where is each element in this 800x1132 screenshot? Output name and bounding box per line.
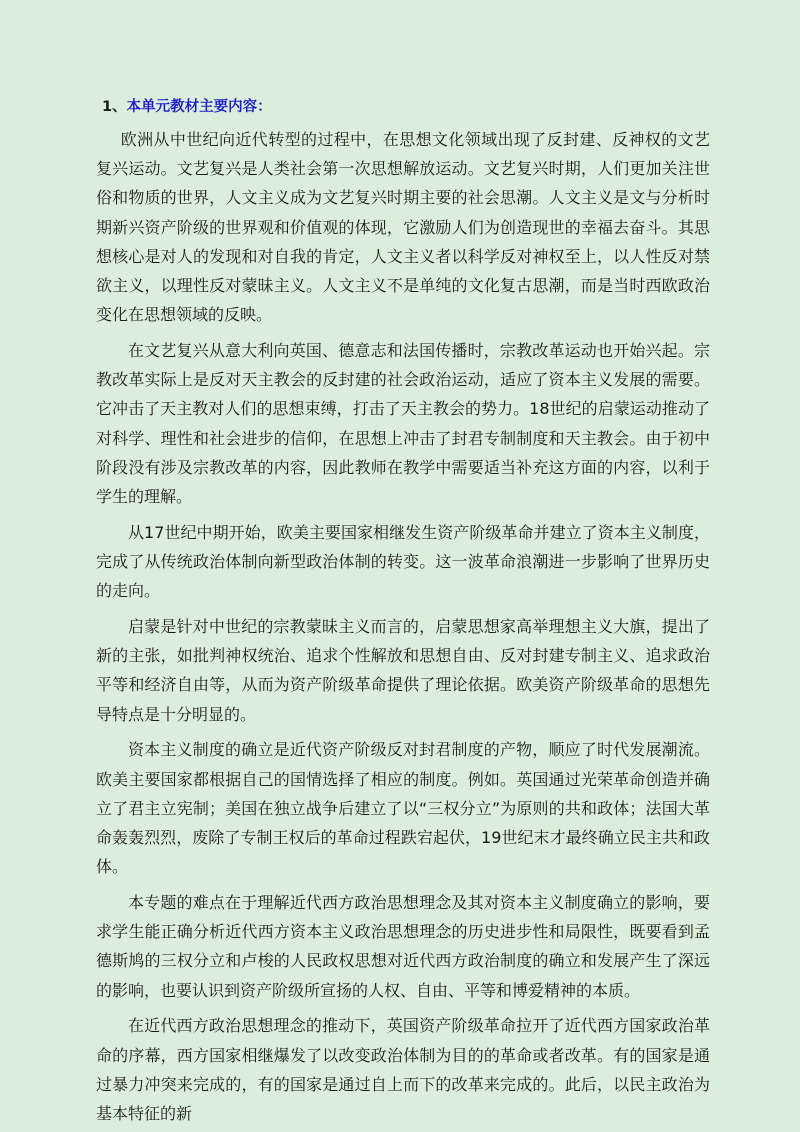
paragraph-political-revolution: 在近代西方政治思想理念的推动下，英国资产阶级革命拉开了近代西方国家政治革命的序幕，西方国家相继爆发了以改变政治体制为目的的革命或者改革。有的国家是通过暴力冲突来完成的，有的国家是通过自上而下的改革来完成的。此后，以民主政治为基本特征的新 — [96, 1016, 710, 1124]
section-number: 1、 — [102, 99, 127, 115]
section-title: 本单元教材主要内容： — [126, 99, 272, 115]
paragraph-enlightenment: 启蒙是针对中世纪的宗教蒙昧主义而言的，启蒙思想家高举理想主义大旗，提出了新的主张，如批判神权统治、追求个性解放和思想自由、反对封建专制主义、追求政治平等和经济自由等，从而为资产阶级革命提供了理论依据。欧美资产阶级革命的思想先导特点是十分明显的。 — [96, 617, 710, 724]
section-heading — [102, 95, 710, 119]
paragraph-difficulty: 本专题的难点在于理解近代西方政治思想理念及其对资本主义制度确立的影响，要求学生能正确分析近代西方资本主义政治思想理念的历史进步性和局限性，既要看到孟德斯鸠的三权分立和卢梭的人民政权思想对近代西方政治制度的确立和发展产生了深远的影响，也要认识到资产阶级所宣扬的人权、自由、平等和博爱精神的本质。 — [96, 893, 710, 1000]
paragraph-renaissance: 欧洲从中世纪向近代转型的过程中，在思想文化领域出现了反封建、反神权的文艺复兴运动。文艺复兴是人类社会第一次思想解放运动。文艺复兴时期，人们更加关注世俗和物质的世界，人文主义成为文艺复兴时期主要的社会思潮。人文主义是文与分析时期新兴资产阶级的世界观和价值观的体现，它激励人们为创造现世的幸福去奋斗。其思想核心是对人的发现和对自我的肯定，人文主义者以科学反对神权至上，以人性反对禁欲主义，以理性反对蒙昧主义。人文主义不是单纯的文化复古思潮，而是当时西欧政治变化在思想领域的反映。 — [96, 130, 710, 325]
paragraph-reformation: 在文艺复兴从意大利向英国、德意志和法国传播时，宗教改革运动也开始兴起。宗教改革实际上是反对天主教会的反封建的社会政治运动，适应了资本主义发展的需要。它冲击了天主教对人们的思想束缚，打击了天主教会的势力。18世纪的启蒙运动推动了对科学、理性和社会进步的信仰，在思想上冲击了封君专制制度和天主教会。由于初中阶段没有涉及宗教改革的内容，因此教师在教学中需要适当补充这方面的内容，以利于学生的理解。 — [96, 341, 710, 507]
paragraph-bourgeois-revolution: 从17世纪中期开始，欧美主要国家相继发生资产阶级革命并建立了资本主义制度，完成了从传统政治体制向新型政治体制的转变。这一波革命浪潮进一步影响了世界历史的走向。 — [96, 522, 710, 601]
paragraph-capitalist-system: 资本主义制度的确立是近代资产阶级反对封君制度的产物，顺应了时代发展潮流。欧美主要国家都根据自己的国情选择了相应的制度。例如。英国通过光荣革命创造并确立了君主立宪制；美国在独立战争后建立了以“三权分立”为原则的共和政体；法国大革命轰轰烈烈，废除了专制王权后的革命过程跌宕起伏，19世纪末才最终确立民主共和政体。 — [96, 740, 710, 877]
